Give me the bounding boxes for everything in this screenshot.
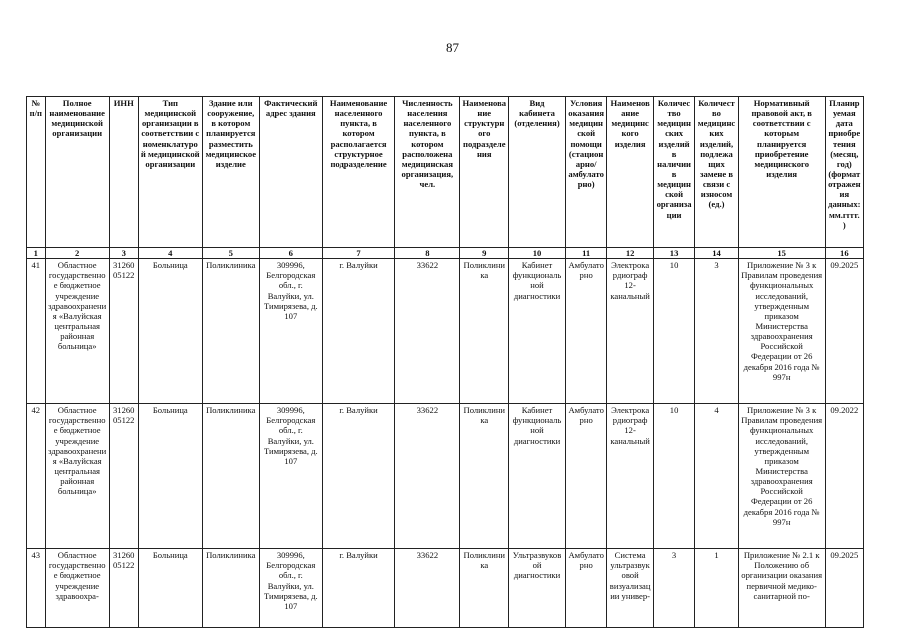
column-number: 4	[138, 248, 202, 259]
equipment-table	[26, 96, 864, 628]
department: Поликлиника	[460, 259, 509, 404]
header-cell: Количество медицинских изделий, подлежащих замене в связи с износом (ед.)	[695, 97, 738, 248]
inn: 3126005122	[109, 404, 138, 549]
address: 309996, Белгородская обл., г. Валуйки, ул. Тимирязева, д. 107	[259, 549, 322, 628]
row-number: 42	[27, 404, 46, 549]
column-number: 3	[109, 248, 138, 259]
header-cell: Фактический адрес здания	[259, 97, 322, 248]
department: Поликлиника	[460, 549, 509, 628]
cabinet-type: Ультразвуковой диагностики	[509, 549, 566, 628]
column-number: 7	[322, 248, 394, 259]
column-number: 15	[738, 248, 825, 259]
header-row	[27, 97, 864, 248]
header-cell: Наименование медицинского изделия	[607, 97, 654, 248]
care-conditions: Амбулаторно	[565, 549, 606, 628]
inn: 3126005122	[109, 549, 138, 628]
address: 309996, Белгородская обл., г. Валуйки, ул. Тимирязева, д. 107	[259, 259, 322, 404]
table-row	[27, 404, 864, 549]
device-count: 10	[653, 259, 694, 404]
header-cell: Нормативный правовой акт, в соответствии с которым планируется приобретение медицинского изделия	[738, 97, 825, 248]
column-number: 6	[259, 248, 322, 259]
organization-type: Больница	[138, 404, 202, 549]
header-cell: Вид кабинета (отделения)	[509, 97, 566, 248]
table-row	[27, 259, 864, 404]
column-number: 11	[565, 248, 606, 259]
care-conditions: Амбулаторно	[565, 259, 606, 404]
header-cell: ИНН	[109, 97, 138, 248]
column-number: 13	[653, 248, 694, 259]
care-conditions: Амбулаторно	[565, 404, 606, 549]
settlement: г. Валуйки	[322, 259, 394, 404]
header-cell: Здание или сооружение, в котором планируется разместить медицинское изделие	[202, 97, 259, 248]
header-cell: Наименование структурного подразделения	[460, 97, 509, 248]
table-row	[27, 549, 864, 628]
building: Поликлиника	[202, 259, 259, 404]
device-name: Система ультразвуковой визуализации универ-	[607, 549, 654, 628]
organization-type: Больница	[138, 549, 202, 628]
organization-name: Областное государственное бюджетное учреждение здравоохранения «Валуйская центральная районная больница»	[45, 404, 109, 549]
legal-act: Приложение № 3 к Правилам проведения функциональных исследований, утвержденным приказом Министерства здравоохранения Российской Федерации от 26 декабря 2016 года № 997н	[738, 404, 825, 549]
cabinet-type: Кабинет функциональной диагностики	[509, 404, 566, 549]
device-name: Электрокардиограф 12-канальный	[607, 404, 654, 549]
population: 33622	[395, 259, 460, 404]
replace-count: 3	[695, 259, 738, 404]
column-number: 10	[509, 248, 566, 259]
population: 33622	[395, 549, 460, 628]
header-cell: Численность населения населенного пункта, в котором расположена медицинская организация, чел.	[395, 97, 460, 248]
page-number: 87	[446, 40, 459, 55]
organization-type: Больница	[138, 259, 202, 404]
building: Поликлиника	[202, 404, 259, 549]
header-cell: Количество медицинских изделий в наличии в медицинской организации	[653, 97, 694, 248]
column-number-row	[27, 248, 864, 259]
organization-name: Областное государственное бюджетное учреждение здравоохра-	[45, 549, 109, 628]
column-number: 5	[202, 248, 259, 259]
header-cell: Полное наименование медицинской организации	[45, 97, 109, 248]
organization-name: Областное государственное бюджетное учреждение здравоохранения «Валуйская центральная районная больница»	[45, 259, 109, 404]
column-number: 12	[607, 248, 654, 259]
device-name: Электрокардиограф 12-канальный	[607, 259, 654, 404]
column-number: 2	[45, 248, 109, 259]
header-cell: Тип медицинской организации в соответствии с номенклатурой медицинской организации	[138, 97, 202, 248]
equipment-table-container	[26, 96, 864, 628]
settlement: г. Валуйки	[322, 404, 394, 549]
column-number: 14	[695, 248, 738, 259]
population: 33622	[395, 404, 460, 549]
column-number: 16	[825, 248, 863, 259]
column-number: 8	[395, 248, 460, 259]
device-count: 3	[653, 549, 694, 628]
column-number: 9	[460, 248, 509, 259]
device-count: 10	[653, 404, 694, 549]
building: Поликлиника	[202, 549, 259, 628]
header-cell: Наименование населенного пункта, в котором располагается структурное подразделение	[322, 97, 394, 248]
replace-count: 1	[695, 549, 738, 628]
legal-act: Приложение № 2.1 к Положению об организации оказания первичной медико-санитарной по-	[738, 549, 825, 628]
column-number: 1	[27, 248, 46, 259]
cabinet-type: Кабинет функциональной диагностики	[509, 259, 566, 404]
header-cell: № п/п	[27, 97, 46, 248]
row-number: 41	[27, 259, 46, 404]
purchase-date: 09.2025	[825, 549, 863, 628]
replace-count: 4	[695, 404, 738, 549]
header-cell: Планируемая дата приобретения (месяц, год) (формат отражения данных: мм.гггг.)	[825, 97, 863, 248]
row-number: 43	[27, 549, 46, 628]
inn: 3126005122	[109, 259, 138, 404]
settlement: г. Валуйки	[322, 549, 394, 628]
department: Поликлиника	[460, 404, 509, 549]
purchase-date: 09.2022	[825, 404, 863, 549]
legal-act: Приложение № 3 к Правилам проведения функциональных исследований, утвержденным приказом Министерства здравоохранения Российской Федерации от 26 декабря 2016 года № 997н	[738, 259, 825, 404]
purchase-date: 09.2025	[825, 259, 863, 404]
header-cell: Условия оказания медицинской помощи (стационарно/амбулаторно)	[565, 97, 606, 248]
address: 309996, Белгородская обл., г. Валуйки, ул. Тимирязева, д. 107	[259, 404, 322, 549]
